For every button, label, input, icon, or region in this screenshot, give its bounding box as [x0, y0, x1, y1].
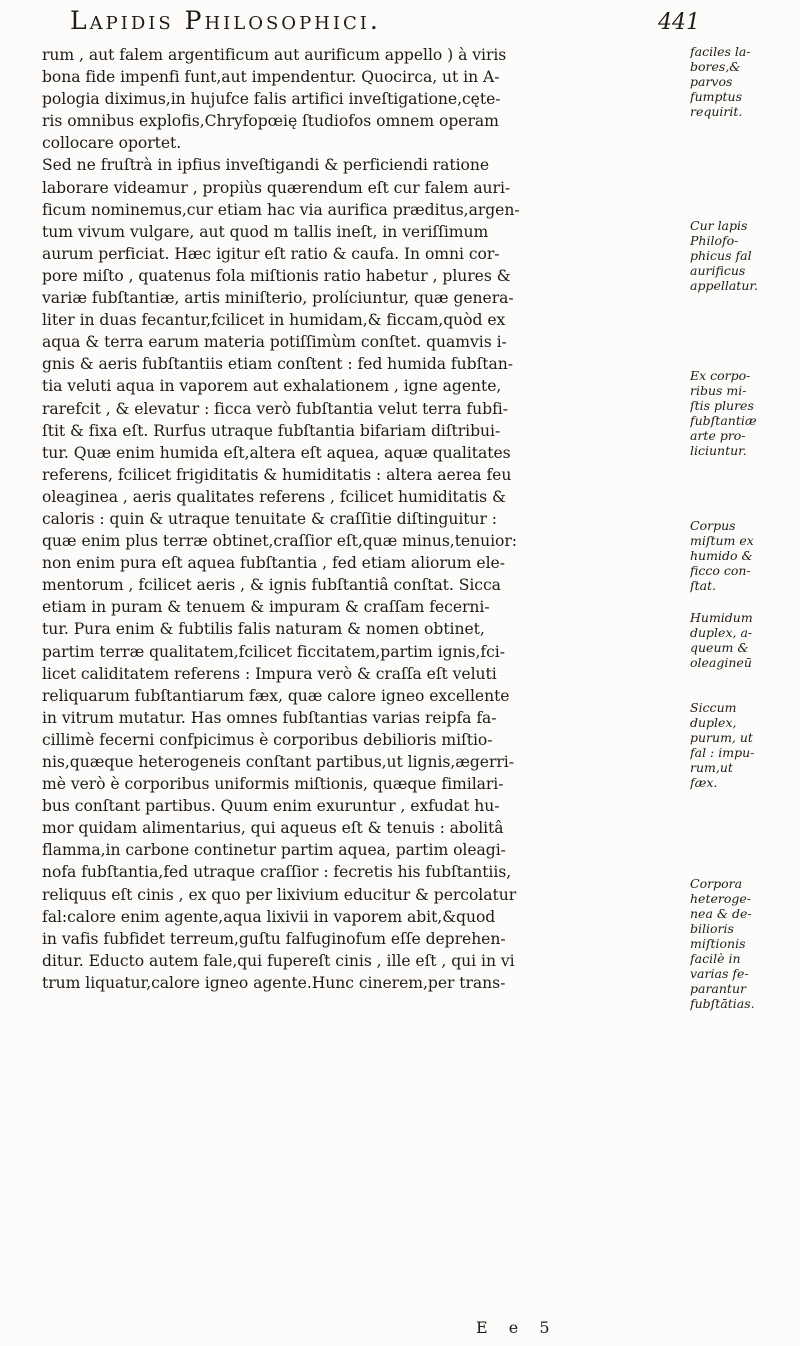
- margin-note-line: fubſtantiæ: [690, 413, 757, 428]
- margin-note: [690, 610, 796, 670]
- signature-mark: E e 5: [476, 1318, 558, 1337]
- text-line: non enim pura eſt aquea fubſtantia , fed etiam aliorum ele-: [42, 554, 505, 573]
- text-line: licet caliditatem referens : Impura verò & craſſa eſt veluti: [42, 664, 497, 683]
- text-line: tur. Pura enim & fubtilis falis naturam & nomen obtinet,: [42, 620, 485, 639]
- text-line: quæ enim plus terræ obtinet,craſſior eſt,quæ minus,tenuior:: [42, 532, 517, 551]
- text-line: collocare oportet.: [42, 134, 182, 153]
- margin-note-line: arte pro-: [690, 428, 746, 443]
- margin-note: [690, 518, 796, 593]
- text-line: mor quidam alimentarius, qui aqueus eſt & tenuis : abolitâ: [42, 819, 504, 838]
- running-head: [70, 6, 700, 40]
- margin-note-line: Corpora: [690, 876, 743, 891]
- margin-note: [690, 44, 796, 119]
- text-line: Sed ne fruſtrà in ipfius inveſtigandi & perficiendi ratione: [42, 156, 490, 175]
- text-line: fal:calore enim agente,aqua lixivii in vaporem abit,&quod: [42, 907, 496, 926]
- margin-note-line: ribus mi-: [690, 383, 747, 398]
- margin-note-line: bores,&: [690, 59, 741, 74]
- margin-note-line: bilioris: [690, 921, 734, 936]
- text-line: nofa fubſtantia,fed utraque craſſior : fecretis his fubſtantiis,: [42, 863, 512, 882]
- margin-note-line: parantur: [690, 981, 746, 996]
- margin-note-line: miſtionis: [690, 936, 746, 951]
- margin-note-line: liciuntur.: [690, 443, 747, 458]
- margin-note-line: varias fe-: [690, 966, 749, 981]
- margin-note: [690, 368, 796, 458]
- text-line: ficum nominemus,cur etiam hac via aurifica præditus,argen-: [42, 200, 520, 219]
- margin-note-line: rum,ut: [690, 760, 733, 775]
- text-line: gnis & aeris fubſtantiis etiam conſtent : fed humida fubſtan-: [42, 355, 513, 374]
- margin-note-line: duplex,: [690, 715, 737, 730]
- margin-note-line: fæx.: [690, 775, 718, 790]
- text-line: reliquus eſt cinis , ex quo per lixivium educitur & percolatur: [42, 885, 517, 904]
- main-text-column: [42, 44, 672, 994]
- margin-note-line: fal : impu-: [690, 745, 755, 760]
- text-line: ditur. Educto autem fale,qui fupereſt cinis , ille eſt , qui in vi: [42, 951, 515, 970]
- text-line: pologia diximus,in hujufce falis artifici inveſtigatione,cęte-: [42, 90, 501, 109]
- text-line: mè verò è corporibus uniformis miſtionis, quæque fimilari-: [42, 775, 504, 794]
- margin-note: [690, 876, 796, 1011]
- margin-note-line: Humidum: [690, 610, 753, 625]
- margin-note-line: Siccum: [690, 700, 737, 715]
- text-line: in vafis fubfidet terreum,guſtu falfuginofum eſſe deprehen-: [42, 929, 506, 948]
- text-line: laborare videamur , propiùs quærendum eſt cur falem auri-: [42, 178, 511, 197]
- text-line: mentorum , fcilicet aeris , & ignis fubſtantiâ conſtat. Sicca: [42, 576, 501, 595]
- text-line: ris omnibus explofis,Chryfopœię ſtudiofos omnem operam: [42, 112, 499, 131]
- running-title: Lapidis Philosophici.: [70, 6, 381, 35]
- margin-note-line: fubſtātias.: [690, 996, 755, 1011]
- text-line: tia veluti aqua in vaporem aut exhalationem , igne agente,: [42, 377, 502, 396]
- margin-note-line: Philofo-: [690, 233, 739, 248]
- margin-note-line: faciles la-: [690, 44, 751, 59]
- margin-note-line: heteroge-: [690, 891, 751, 906]
- text-line: in vitrum mutatur. Has omnes fubſtantias varias reipfa fa-: [42, 708, 497, 727]
- text-line: aqua & terra earum materia potiſſimùm conſtet. quamvis i-: [42, 333, 507, 352]
- page-number: 441: [658, 10, 700, 35]
- margin-note-line: miſtum ex: [690, 533, 754, 548]
- margin-note-line: appellatur.: [690, 278, 758, 293]
- text-line: flamma,in carbone continetur partim aquea, partim oleagi-: [42, 841, 506, 860]
- text-line: bus conſtant partibus. Quum enim exuruntur , exfudat hu-: [42, 797, 500, 816]
- margin-note-line: fumptus: [690, 89, 743, 104]
- margin-note: [690, 700, 796, 790]
- margin-note-line: queum &: [690, 640, 749, 655]
- margin-note-line: phicus fal: [690, 248, 752, 263]
- text-line: referens, fcilicet frigiditatis & humiditatis : altera aerea feu: [42, 465, 512, 484]
- text-line: partim terræ qualitatem,fcilicet ficcitatem,partim ignis,fci-: [42, 642, 505, 661]
- margin-note-line: nea & de-: [690, 906, 752, 921]
- margin-note-line: aurificus: [690, 263, 746, 278]
- margin-note-line: oleagineū: [690, 655, 752, 670]
- text-line: cillimè fecerni confpicimus è corporibus debilioris miſtio-: [42, 730, 493, 749]
- text-line: pore miſto , quatenus fola miſtionis ratio habetur , plures &: [42, 266, 511, 285]
- text-line: oleaginea , aeris qualitates referens , fcilicet humiditatis &: [42, 487, 506, 506]
- margin-note-line: purum, ut: [690, 730, 753, 745]
- margin-note-line: ficco con-: [690, 563, 751, 578]
- text-line: rum , aut falem argentificum aut aurificum appello ) à viris: [42, 46, 507, 64]
- text-line: tum vivum vulgare, aut quod m tallis ineſt, in veriſſimum: [42, 222, 489, 241]
- text-line: ſtit & fixa eſt. Rurfus utraque fubſtantia bifariam diſtribui-: [42, 421, 501, 440]
- margin-note-line: humido &: [690, 548, 753, 563]
- text-line: bona fide impenfi funt,aut impendentur. Quocirca, ut in A-: [42, 68, 500, 87]
- text-line: etiam in puram & tenuem & impuram & craſſam fecerni-: [42, 598, 490, 617]
- margin-note-line: Cur lapis: [690, 218, 748, 233]
- text-line: caloris : quin & utraque tenuitate & craſſitie diſtinguitur :: [42, 509, 497, 528]
- margin-note-line: requirit.: [690, 104, 743, 119]
- margin-note-line: facilè in: [690, 951, 741, 966]
- text-line: tur. Quæ enim humida eſt,altera eſt aquea, aquæ qualitates: [42, 443, 511, 462]
- margin-note: [690, 218, 796, 293]
- text-line: rarefcit , & elevatur : ficca verò fubſtantia velut terra fubfi-: [42, 399, 508, 418]
- text-line: trum liquatur,calore igneo agente.Hunc cinerem,per trans-: [42, 973, 506, 992]
- margin-note-line: ſtat.: [690, 578, 717, 593]
- text-line: variæ fubſtantiæ, artis miniſterio, prolíciuntur, quæ genera-: [42, 289, 514, 308]
- text-line: nis,quæque heterogeneis conſtant partibus,ut lignis,ægerri-: [42, 753, 514, 771]
- text-line: aurum perficiat. Hæc igitur eſt ratio & caufa. In omni cor-: [42, 244, 500, 263]
- margin-note-line: parvos: [690, 74, 733, 89]
- text-line: liter in duas fecantur,fcilicet in humidam,& ficcam,quòd ex: [42, 311, 506, 330]
- margin-note-line: Corpus: [690, 518, 736, 533]
- margin-note-line: Ex corpo-: [690, 368, 751, 383]
- margin-note-line: duplex, a-: [690, 625, 753, 640]
- text-line: reliquarum fubſtantiarum fæx, quæ calore igneo excellente: [42, 686, 510, 705]
- margin-note-line: ſtis plures: [690, 398, 754, 413]
